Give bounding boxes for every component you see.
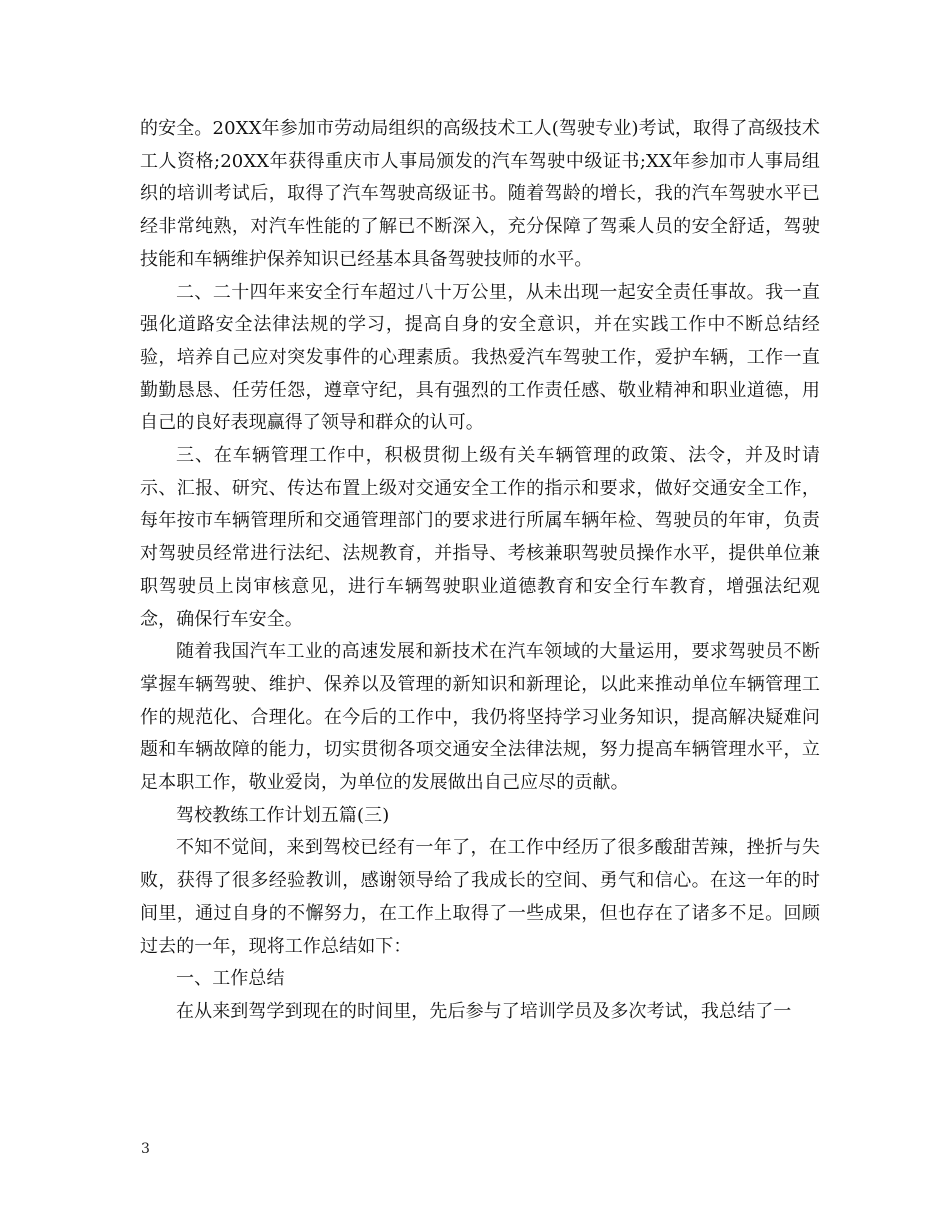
section-heading: 驾校教练工作计划五篇(三) [176, 804, 390, 826]
page-number: 3 [141, 1141, 150, 1157]
paragraph-1: 的安全。20XX年参加市劳动局组织的高级技术工人(驾驶专业)考试，取得了高级技术工人资格;20XX年获得重庆市人事局颁发的汽车驾驶中级证书;XX年参加市人事局组织的培训考试后，取得了汽车驾驶高级证书。随着驾龄的增长，我的汽车驾驶水平已经非常纯熟，对汽车性能的了解已不断深入，充分保障了驾乘人员的安全舒适，驾驶技能和车辆维护保养知识已经基本具备驾驶技师的水平。 [140, 118, 820, 270]
paragraph-4: 随着我国汽车工业的高速发展和新技术在汽车领域的大量运用，要求驾驶员不断掌握车辆驾驶、维护、保养以及管理的新知识和新理论，以此来推动单位车辆管理工作的规范化、合理化。在今后的工作中，我仍将坚持学习业务知识，提高解决疑难问题和车辆故障的能力，切实贯彻各项交通安全法律法规，努力提高车辆管理水平，立足本职工作，敬业爱岗，为单位的发展做出自己应尽的贡献。 [140, 641, 820, 794]
subheading-work-summary: 一、工作总结 [176, 968, 285, 990]
paragraph-6: 在从来到驾学到现在的时间里，先后参与了培训学员及多次考试，我总结了一 [176, 1000, 792, 1022]
paragraph-5: 不知不觉间，来到驾校已经有一年了，在工作中经历了很多酸甜苦辣，挫折与失败，获得了很多经验教训，感谢领导给了我成长的空间、勇气和信心。在这一年的时间里，通过自身的不懈努力，在工作上取得了一些成果，但也存在了诸多不足。回顾过去的一年，现将工作总结如下： [140, 837, 820, 957]
body-text [140, 113, 820, 1029]
paragraph-2: 二、二十四年来安全行车超过八十万公里，从未出现一起安全责任事故。我一直强化道路安全法律法规的学习，提高自身的安全意识，并在实践工作中不断总结经验，培养自己应对突发事件的心理素质。我热爱汽车驾驶工作，爱护车辆，工作一直勤勤恳恳、任劳任怨，遵章守纪，具有强烈的工作责任感、敬业精神和职业道德，用自己的良好表现赢得了领导和群众的认可。 [140, 281, 820, 434]
paragraph-3: 三、在车辆管理工作中，积极贯彻上级有关车辆管理的政策、法令，并及时请示、汇报、研究、传达布置上级对交通安全工作的指示和要求，做好交通安全工作，每年按市车辆管理所和交通管理部门的要求进行所属车辆年检、驾驶员的年审，负责对驾驶员经常进行法纪、法规教育，并指导、考核兼职驾驶员操作水平，提供单位兼职驾驶员上岗审核意见，进行车辆驾驶职业道德教育和安全行车教育，增强法纪观念，确保行车安全。 [140, 445, 820, 630]
